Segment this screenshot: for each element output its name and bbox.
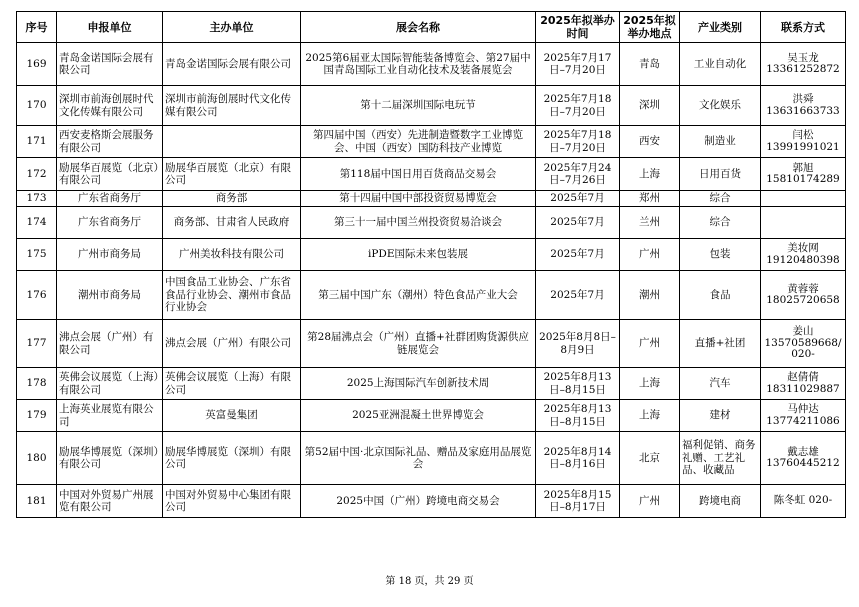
row-place: 郑州 xyxy=(620,191,680,207)
header-exhibition-name: 展会名称 xyxy=(301,12,536,43)
row-contact xyxy=(761,207,846,239)
row-applicant: 励展华博展览（深圳）有限公司 xyxy=(57,432,163,485)
row-applicant: 潮州市商务局 xyxy=(57,271,163,320)
row-contact: 陈冬虹 020- xyxy=(761,485,846,518)
row-organizer: 沸点会展（广州）有限公司 xyxy=(163,320,301,368)
row-organizer: 中国对外贸易中心集团有限公司 xyxy=(163,485,301,518)
row-place: 潮州 xyxy=(620,271,680,320)
row-organizer: 商务部 xyxy=(163,191,301,207)
row-contact: 吴玉龙 13361252872 xyxy=(761,43,846,86)
row-no: 169 xyxy=(17,43,57,86)
row-organizer: 青岛金诺国际会展有限公司 xyxy=(163,43,301,86)
row-time: 2025年8月14日–8月16日 xyxy=(536,432,620,485)
row-contact: 马仲达 13774211086 xyxy=(761,400,846,432)
row-time: 2025年7月18日–7月20日 xyxy=(536,126,620,158)
row-organizer: 广州美妆科技有限公司 xyxy=(163,239,301,271)
header-contact: 联系方式 xyxy=(761,12,846,43)
row-contact: 美妆网 19120480398 xyxy=(761,239,846,271)
table-row xyxy=(17,191,846,207)
row-no: 177 xyxy=(17,320,57,368)
row-exhibition-name: 第四届中国（西安）先进制造暨数字工业博览会、中国（西安）国防科技产业博览 xyxy=(301,126,536,158)
row-no: 175 xyxy=(17,239,57,271)
header-category: 产业类别 xyxy=(680,12,761,43)
row-applicant: 中国对外贸易广州展览有限公司 xyxy=(57,485,163,518)
row-place: 兰州 xyxy=(620,207,680,239)
row-contact: 戴志雄 13760445212 xyxy=(761,432,846,485)
row-organizer: 商务部、甘肃省人民政府 xyxy=(163,207,301,239)
row-category: 建材 xyxy=(680,400,761,432)
row-applicant: 广州市商务局 xyxy=(57,239,163,271)
row-category: 文化娱乐 xyxy=(680,86,761,126)
row-place: 北京 xyxy=(620,432,680,485)
row-organizer: 英富曼集团 xyxy=(163,400,301,432)
row-exhibition-name: 2025亚洲混凝土世界博览会 xyxy=(301,400,536,432)
row-place: 上海 xyxy=(620,158,680,191)
row-no: 181 xyxy=(17,485,57,518)
row-category: 工业自动化 xyxy=(680,43,761,86)
row-no: 171 xyxy=(17,126,57,158)
row-organizer: 励展华百展览（北京）有限公司 xyxy=(163,158,301,191)
row-place: 广州 xyxy=(620,485,680,518)
row-contact: 郭旭 15810174289 xyxy=(761,158,846,191)
row-exhibition-name: 第118届中国日用百货商品交易会 xyxy=(301,158,536,191)
header-no: 序号 xyxy=(17,12,57,43)
row-contact: 姜山 13570589668/ 020- xyxy=(761,320,846,368)
row-category: 食品 xyxy=(680,271,761,320)
row-place: 深圳 xyxy=(620,86,680,126)
row-exhibition-name: 第三届中国广东（潮州）特色食品产业大会 xyxy=(301,271,536,320)
row-time: 2025年7月 xyxy=(536,239,620,271)
table-row xyxy=(17,207,846,239)
row-time: 2025年7月24日–7月26日 xyxy=(536,158,620,191)
row-time: 2025年8月15日–8月17日 xyxy=(536,485,620,518)
row-applicant: 励展华百展览（北京）有限公司 xyxy=(57,158,163,191)
table-row xyxy=(17,158,846,191)
row-time: 2025年8月8日–8月9日 xyxy=(536,320,620,368)
row-applicant: 沸点会展（广州）有限公司 xyxy=(57,320,163,368)
row-place: 广州 xyxy=(620,320,680,368)
table-row xyxy=(17,485,846,518)
row-contact: 闫松 13991991021 xyxy=(761,126,846,158)
row-no: 170 xyxy=(17,86,57,126)
row-contact: 黄蓉蓉 18025720658 xyxy=(761,271,846,320)
row-contact xyxy=(761,191,846,207)
row-no: 173 xyxy=(17,191,57,207)
row-exhibition-name: 2025第6届亚太国际智能装备博览会、第27届中国青岛国际工业自动化技术及装备展览会 xyxy=(301,43,536,86)
row-organizer: 深圳市前海创展时代文化传媒有限公司 xyxy=(163,86,301,126)
row-exhibition-name: iPDE国际未来包装展 xyxy=(301,239,536,271)
row-place: 青岛 xyxy=(620,43,680,86)
row-category: 跨境电商 xyxy=(680,485,761,518)
row-organizer: 英佛会议展览（上海）有限公司 xyxy=(163,368,301,400)
header-time: 2025年拟举办时间 xyxy=(536,12,620,43)
row-applicant: 上海英业展览有限公司 xyxy=(57,400,163,432)
row-place: 上海 xyxy=(620,400,680,432)
row-exhibition-name: 2025上海国际汽车创新技术周 xyxy=(301,368,536,400)
row-no: 174 xyxy=(17,207,57,239)
row-exhibition-name: 第三十一届中国兰州投资贸易洽谈会 xyxy=(301,207,536,239)
row-applicant: 深圳市前海创展时代文化传媒有限公司 xyxy=(57,86,163,126)
row-organizer: 中国食品工业协会、广东省食品行业协会、潮州市食品行业协会 xyxy=(163,271,301,320)
table-row xyxy=(17,271,846,320)
row-category: 汽车 xyxy=(680,368,761,400)
row-time: 2025年7月18日–7月20日 xyxy=(536,86,620,126)
table-row xyxy=(17,320,846,368)
table-row xyxy=(17,86,846,126)
page-footer: 第 18 页，共 29 页 xyxy=(385,576,474,587)
table-row xyxy=(17,126,846,158)
row-time: 2025年7月 xyxy=(536,207,620,239)
table-row xyxy=(17,432,846,485)
header-organizer: 主办单位 xyxy=(163,12,301,43)
row-applicant: 西安麦格斯会展服务有限公司 xyxy=(57,126,163,158)
row-category: 福利促销、商务礼赠、工艺礼品、收藏品 xyxy=(680,432,761,485)
row-category: 直播+社团 xyxy=(680,320,761,368)
row-place: 上海 xyxy=(620,368,680,400)
row-time: 2025年8月13日–8月15日 xyxy=(536,368,620,400)
row-contact: 洪舜 13631663733 xyxy=(761,86,846,126)
table-row xyxy=(17,43,846,86)
row-no: 180 xyxy=(17,432,57,485)
row-applicant: 广东省商务厅 xyxy=(57,191,163,207)
row-category: 综合 xyxy=(680,207,761,239)
row-time: 2025年7月 xyxy=(536,271,620,320)
row-applicant: 广东省商务厅 xyxy=(57,207,163,239)
table-row xyxy=(17,368,846,400)
row-category: 包装 xyxy=(680,239,761,271)
row-category: 日用百货 xyxy=(680,158,761,191)
row-organizer: 励展华博展览（深圳）有限公司 xyxy=(163,432,301,485)
header-applicant: 申报单位 xyxy=(57,12,163,43)
row-no: 176 xyxy=(17,271,57,320)
row-category: 综合 xyxy=(680,191,761,207)
row-contact: 赵倩倩 18311029887 xyxy=(761,368,846,400)
row-exhibition-name: 2025中国（广州）跨境电商交易会 xyxy=(301,485,536,518)
row-place: 广州 xyxy=(620,239,680,271)
row-place: 西安 xyxy=(620,126,680,158)
row-applicant: 英佛会议展览（上海）有限公司 xyxy=(57,368,163,400)
row-time: 2025年7月 xyxy=(536,191,620,207)
table-row xyxy=(17,239,846,271)
row-no: 178 xyxy=(17,368,57,400)
header-place: 2025年拟举办地点 xyxy=(620,12,680,43)
row-exhibition-name: 第28届沸点会（广州）直播+社群团购货源供应链展览会 xyxy=(301,320,536,368)
row-no: 172 xyxy=(17,158,57,191)
row-exhibition-name: 第52届中国·北京国际礼品、赠品及家庭用品展览会 xyxy=(301,432,536,485)
table-row xyxy=(17,400,846,432)
row-exhibition-name: 第十二届深圳国际电玩节 xyxy=(301,86,536,126)
row-organizer xyxy=(163,126,301,158)
row-no: 179 xyxy=(17,400,57,432)
row-time: 2025年7月17日–7月20日 xyxy=(536,43,620,86)
row-time: 2025年8月13日–8月15日 xyxy=(536,400,620,432)
row-category: 制造业 xyxy=(680,126,761,158)
exhibition-table xyxy=(16,11,846,518)
row-applicant: 青岛金诺国际会展有限公司 xyxy=(57,43,163,86)
table-header-row xyxy=(17,12,846,43)
row-exhibition-name: 第十四届中国中部投资贸易博览会 xyxy=(301,191,536,207)
